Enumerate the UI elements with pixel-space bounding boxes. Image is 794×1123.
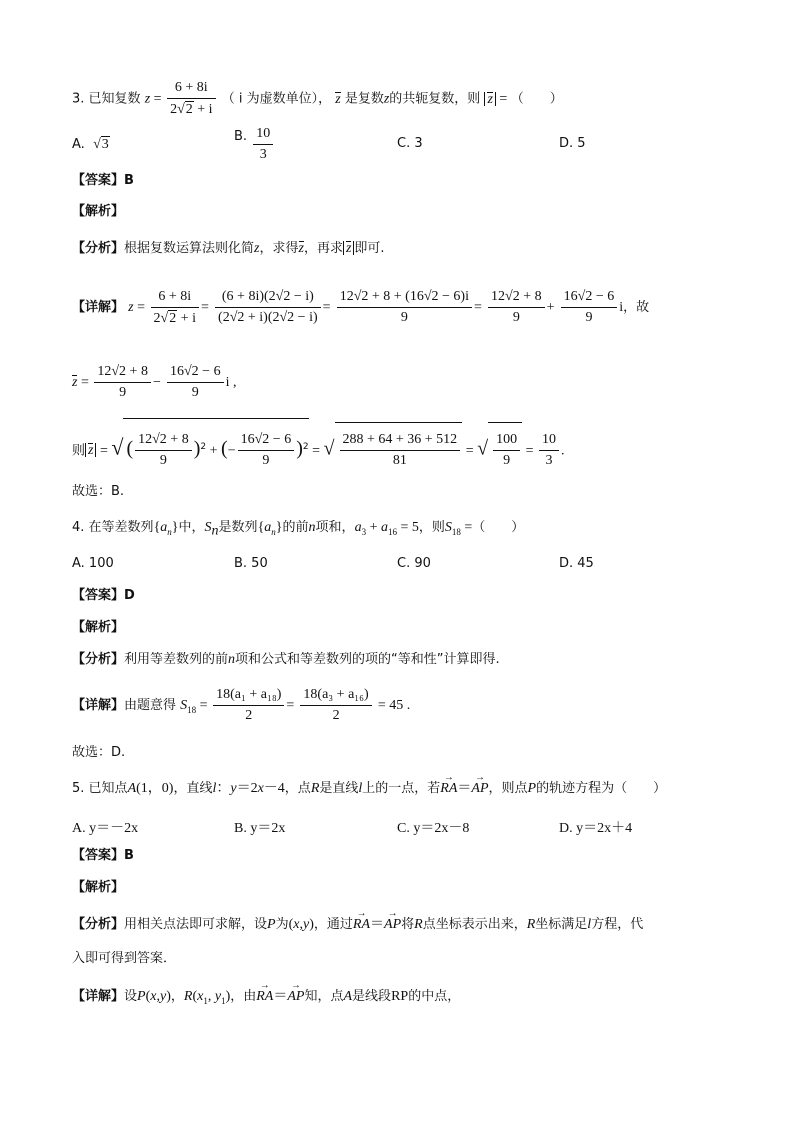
q5-analysis-heading: 【解析】 bbox=[72, 880, 125, 895]
q5-stem: 5. 已知点A(1，0)，直线l：y＝2x－4，点R是直线l上的一点，若→ RA＝→ AP，则点P的轨迹方程为（ ） bbox=[72, 780, 666, 798]
q4-detail: 【详解】由题意得 $S_{18}$ = $\frac{\text{18(a₁ + a₁₈)}}{2}$ = $\frac{\text{18(a₃ + a₁₆)}}{2}$ = 45 . bbox=[72, 687, 411, 723]
q3-option-c: C. 3 bbox=[397, 136, 423, 151]
q4-answer: 【答案】D bbox=[72, 588, 135, 603]
q4-number: 4. bbox=[72, 520, 85, 535]
q3-choose: 故选：B. bbox=[72, 484, 125, 499]
q3-number: 3. bbox=[72, 91, 85, 107]
q5-option-c: C. y＝2x－8 bbox=[397, 821, 470, 836]
q4-fenxi: 【分析】利用等差数列的前n项和公式和等差数列的项的“等和性”计算即得. bbox=[72, 652, 500, 667]
q3-option-d: D. 5 bbox=[559, 136, 586, 151]
q4-option-d: D. 45 bbox=[559, 556, 594, 571]
q3-fenxi: 【分析】根据复数运算法则化简z，求得z，再求 z 即可. bbox=[72, 241, 385, 256]
q3-option-b: B. $\frac{10}{3}$ bbox=[234, 126, 275, 163]
q4-option-b: B. 50 bbox=[234, 556, 268, 571]
q4-choose: 故选：D. bbox=[72, 745, 126, 760]
q5-option-d: D. y＝2x＋4 bbox=[559, 821, 633, 836]
q3-stem: 3. 已知复数 z = $\frac{6 + 8i}{2√2 + i}$ （ i 为虚数单位）， z 是复数z的共轭复数，则 z = （ ） bbox=[72, 80, 563, 117]
q4-option-c: C. 90 bbox=[397, 556, 431, 571]
q4-analysis-heading: 【解析】 bbox=[72, 620, 125, 635]
q5-option-b: B. y＝2x bbox=[234, 821, 286, 836]
q3-answer: 【答案】B bbox=[72, 173, 134, 188]
q3-option-a: A. √3 bbox=[72, 137, 109, 152]
q5-number: 5. bbox=[72, 781, 85, 796]
q4-option-a: A. 100 bbox=[72, 556, 114, 571]
q3-detail-1: 【详解】 z = $\frac{6 + 8i}{2√2 + i}$ = $\frac{(6 + 8i)(2√2 - i)}{(2√2 + i)(2√2 - i)}$ = $\frac{12√2 + 8 + (16√2 - 6)i}{9}$ = $\frac{12√2 + 8}{9}$ + $\frac{16√2 - 6}{9}$ i，故 bbox=[72, 288, 650, 326]
q5-fenxi-1: 【分析】用相关点法即可求解，设P为(x,y)，通过→ RA＝→ AP将R点坐标表示出来，R坐标满足l方程，代 bbox=[72, 916, 643, 934]
q5-option-a: A. y＝－2x bbox=[72, 821, 139, 836]
q3-analysis-heading: 【解析】 bbox=[72, 204, 125, 219]
q3-detail-2: z = $\frac{12√2 + 8}{9}$ − $\frac{16√2 - 6}{9}$ i , bbox=[72, 364, 237, 400]
q4-stem: 4. 在等差数列$\{a_n\}$中，$S_n$是数列$\{a_n\}$的前n项和，$a_3 + a_{16} = 5$，则$S_{18}$ =（ ） bbox=[72, 520, 525, 539]
q5-fenxi-2: 入即可得到答案． bbox=[72, 951, 177, 966]
q3-z-fraction: $\frac{6 + 8i}{2√2 + i}$ bbox=[167, 80, 215, 118]
q5-answer: 【答案】B bbox=[72, 848, 134, 863]
q5-detail: 【详解】设P(x,y)，$R(x_1$, $y_1$)，由→ RA＝→ AP知，点A是线段RP的中点， bbox=[72, 988, 460, 1010]
q3-detail-3: 则 z = √ ( $\frac{12√2 + 8}{9}$ )$^2$ + (− $\frac{16√2 - 6}{9}$ )$^2$ = √ $\frac{288 + 64 + 36 + 512}{81}$ = √ $\frac{100}{9}$ = $\frac{10}{3}$ . bbox=[72, 418, 564, 479]
